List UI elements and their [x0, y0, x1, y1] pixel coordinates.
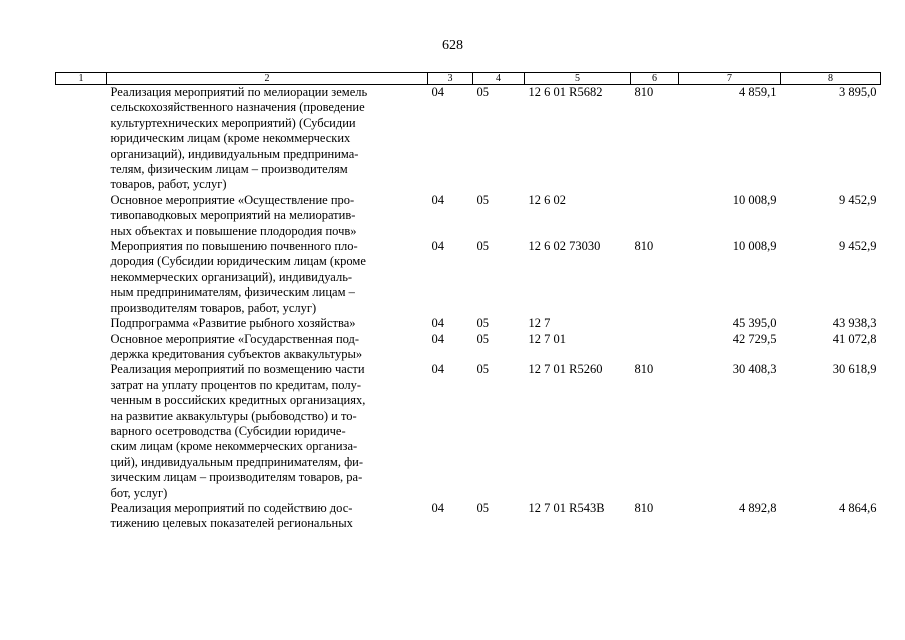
cell-sum-year-2: 3 895,0	[839, 85, 877, 99]
name-line: тивопаводковых мероприятий на мелиоратив-	[110, 208, 356, 223]
cell-sum-year-1: 42 729,5	[732, 331, 777, 346]
cell-section: 04	[431, 316, 444, 331]
name-line: юридическим лицам (кроме некоммерческих	[110, 131, 351, 146]
cell-expense-type: 810	[634, 500, 654, 515]
cell-subsection: 05	[476, 500, 489, 515]
cell-sum-year-1: 30 408,3	[732, 362, 777, 377]
column-header: 6	[631, 73, 679, 85]
cell-expense-type	[631, 316, 679, 331]
column-header: 7	[679, 73, 781, 85]
name-line: дородия (Субсидии юридическим лицам (кроме	[110, 254, 366, 269]
cell-section: 04	[431, 500, 444, 515]
table-row	[56, 362, 881, 501]
cell-target-article: 12 6 02 73030	[528, 239, 601, 254]
column-header: 1	[56, 73, 107, 85]
name-line: сельскохозяйственного назначения (проведение	[110, 100, 365, 115]
cell-subsection: 05	[476, 85, 489, 99]
cell-sum-year-1: 10 008,9	[732, 192, 777, 207]
cell-empty	[56, 501, 107, 532]
cell-expense-type	[631, 193, 679, 239]
name-line: телям, физическим лицам – производителям	[110, 162, 348, 177]
table-row	[56, 316, 881, 331]
cell-subsection: 05	[476, 362, 489, 377]
budget-table	[55, 72, 881, 532]
cell-sum-year-2: 4 864,6	[839, 500, 877, 515]
name-line: организаций), индивидуальным предпринима-	[110, 146, 359, 161]
name-line: Основное мероприятие «Осуществление про-	[110, 192, 355, 207]
cell-target-article: 12 6 01 R5682	[528, 85, 603, 99]
name-line: Реализация мероприятий по содействию дос-	[110, 500, 353, 515]
name-line: Подпрограмма «Развитие рыбного хозяйства»	[110, 316, 356, 331]
name-line: варного осетроводства (Субсидии юридиче-	[110, 423, 346, 438]
column-header: 3	[428, 73, 473, 85]
cell-subsection: 05	[476, 239, 489, 254]
cell-empty	[56, 193, 107, 239]
cell-empty	[56, 239, 107, 316]
column-header: 2	[107, 73, 428, 85]
cell-subsection: 05	[476, 331, 489, 346]
cell-expense-type: 810	[634, 362, 654, 377]
cell-name	[107, 239, 428, 316]
column-header: 8	[781, 73, 881, 85]
header-row	[56, 73, 881, 85]
cell-empty	[56, 85, 107, 193]
column-header: 5	[525, 73, 631, 85]
cell-sum-year-2: 30 618,9	[832, 362, 877, 377]
cell-name	[107, 316, 428, 331]
cell-section: 04	[431, 85, 444, 99]
cell-subsection: 05	[476, 192, 489, 207]
cell-target-article: 12 7	[528, 316, 551, 331]
cell-sum-year-2: 41 072,8	[832, 331, 877, 346]
cell-target-article: 12 6 02	[528, 192, 566, 207]
cell-section: 04	[431, 239, 444, 254]
cell-section: 04	[431, 331, 444, 346]
cell-target-article: 12 7 01 R5260	[528, 362, 603, 377]
cell-expense-type: 810	[634, 239, 654, 254]
name-line: товаров, работ, услуг)	[110, 177, 227, 192]
table-row	[56, 239, 881, 316]
cell-sum-year-1: 45 395,0	[732, 316, 777, 331]
name-line: Основное мероприятие «Государственная под-	[110, 331, 360, 346]
cell-sum-year-1: 4 859,1	[739, 85, 777, 99]
cell-expense-type	[631, 332, 679, 363]
page-number: 628	[442, 38, 463, 53]
cell-empty	[56, 362, 107, 501]
name-line: Мероприятия по повышению почвенного пло-	[110, 239, 358, 254]
name-line: затрат на уплату процентов по кредитам, полу-	[110, 377, 362, 392]
cell-sum-year-1: 4 892,8	[739, 500, 777, 515]
cell-name	[107, 85, 428, 193]
table-row	[56, 193, 881, 239]
name-line: тижению целевых показателей региональных	[110, 516, 353, 531]
name-line: культуртехнических мероприятий) (Субсидии	[110, 115, 356, 130]
name-line: на развитие аквакультуры (рыбоводство) и то-	[110, 408, 357, 423]
cell-empty	[56, 332, 107, 363]
cell-sum-year-2: 9 452,9	[839, 239, 877, 254]
name-line: бот, услуг)	[110, 485, 168, 500]
cell-name	[107, 332, 428, 363]
cell-target-article: 12 7 01 R543B	[528, 500, 605, 515]
cell-name	[107, 193, 428, 239]
name-line: ций), индивидуальным предпринимателям, фи-	[110, 454, 364, 469]
name-line: производителям товаров, работ, услуг)	[110, 300, 317, 315]
cell-section: 04	[431, 362, 444, 377]
cell-section: 04	[431, 192, 444, 207]
name-line: ных объектах и повышение плодородия почв»	[110, 223, 357, 238]
name-line: Реализация мероприятий по возмещению части	[110, 362, 365, 377]
cell-name	[107, 362, 428, 501]
name-line: держка кредитования субъектов аквакультуры»	[110, 346, 363, 361]
column-header: 4	[473, 73, 525, 85]
cell-sum-year-2: 43 938,3	[832, 316, 877, 331]
name-line: ным предпринимателям, физическим лицам –	[110, 285, 355, 300]
name-line: зическим лицам – производителям товаров, ра-	[110, 470, 363, 485]
name-line: ским лицам (кроме некоммерческих организа-	[110, 439, 358, 454]
cell-name	[107, 501, 428, 532]
table-row	[56, 332, 881, 363]
cell-target-article: 12 7 01	[528, 331, 566, 346]
cell-sum-year-1: 10 008,9	[732, 239, 777, 254]
name-line: некоммерческих организаций), индивидуаль-	[110, 269, 353, 284]
name-line: Реализация мероприятий по мелиорации земель	[110, 85, 368, 99]
cell-empty	[56, 316, 107, 331]
cell-sum-year-2: 9 452,9	[839, 192, 877, 207]
table-row	[56, 501, 881, 532]
name-line: ченным в российских кредитных организациях,	[110, 393, 366, 408]
cell-subsection: 05	[476, 316, 489, 331]
table-row	[56, 85, 881, 193]
cell-expense-type: 810	[634, 85, 654, 99]
